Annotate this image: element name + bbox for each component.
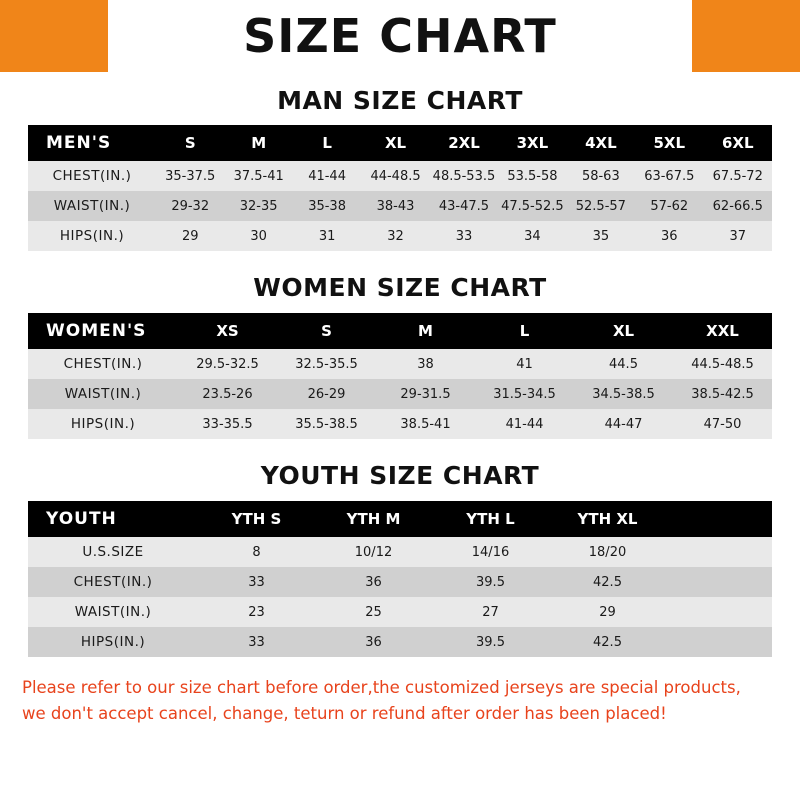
col-header: YTH XL	[549, 501, 666, 537]
cell: 33	[248, 634, 265, 650]
table-header-row	[28, 125, 772, 161]
policy-note-line-1: Please refer to our size chart before order,the customized jerseys are special products,	[22, 678, 741, 697]
cell: 37.5-41	[233, 168, 284, 184]
cell: 53.5-58	[507, 168, 558, 184]
cell: 33	[248, 574, 265, 590]
cell: 44.5-48.5	[691, 356, 754, 372]
col-header: S	[156, 125, 224, 161]
row-label: WAIST(IN.)	[74, 604, 152, 620]
banner-right-fill	[692, 0, 800, 72]
cell: 42.5	[593, 574, 622, 590]
cell: 44-48.5	[370, 168, 421, 184]
cell: 58-63	[581, 168, 620, 184]
cell: 47.5-52.5	[501, 198, 564, 214]
cell-spacer	[666, 537, 772, 567]
cell: 29	[181, 228, 199, 244]
col-header: YTH S	[198, 501, 315, 537]
cell: 35	[592, 228, 610, 244]
cell: 29-32	[171, 198, 210, 214]
table-header-row	[28, 501, 772, 537]
col-header: 3XL	[498, 125, 566, 161]
col-header-spacer	[666, 501, 772, 537]
cell: 35.5-38.5	[295, 416, 358, 432]
cell: 32.5-35.5	[295, 356, 358, 372]
col-header: M	[224, 125, 292, 161]
col-header: XL	[361, 125, 429, 161]
cell: 36	[365, 634, 382, 650]
cell: 36	[661, 228, 678, 244]
header-banner	[0, 0, 800, 72]
cell: 31	[318, 228, 336, 244]
row-label: CHEST(IN.)	[73, 574, 153, 590]
cell: 32	[387, 228, 404, 244]
youth-table-wrap	[0, 501, 800, 657]
col-header: XL	[574, 313, 673, 349]
col-header: S	[277, 313, 376, 349]
cell: 44-47	[604, 416, 643, 432]
cell: 41	[516, 356, 533, 372]
cell: 33	[455, 228, 473, 244]
col-header: L	[475, 313, 574, 349]
table-row	[28, 567, 772, 597]
row-label: U.S.SIZE	[82, 544, 144, 560]
col-header: 2XL	[430, 125, 498, 161]
col-header: 6XL	[704, 125, 773, 161]
table-row	[28, 627, 772, 657]
col-header: XXL	[673, 313, 772, 349]
table-row	[28, 537, 772, 567]
cell: 8	[252, 544, 261, 560]
col-header: 4XL	[567, 125, 635, 161]
banner-left-fill	[0, 0, 108, 72]
table-row	[28, 379, 772, 409]
table-row	[28, 349, 772, 379]
cell: 25	[365, 604, 382, 620]
cell: 29	[599, 604, 616, 620]
row-label: HIPS(IN.)	[70, 416, 136, 432]
cell: 31.5-34.5	[493, 386, 556, 402]
cell: 38.5-41	[400, 416, 451, 432]
row-label: WAIST(IN.)	[64, 386, 142, 402]
cell: 27	[482, 604, 499, 620]
col-header-rowlabel: WOMEN'S	[28, 313, 178, 349]
col-header: XS	[178, 313, 277, 349]
cell: 38	[417, 356, 434, 372]
col-header-rowlabel: YOUTH	[28, 501, 198, 537]
cell: 18/20	[588, 544, 627, 560]
cell: 10/12	[354, 544, 393, 560]
cell: 34	[524, 228, 541, 244]
women-table-wrap	[0, 313, 800, 439]
man-table-wrap	[0, 125, 800, 251]
row-label: CHEST(IN.)	[52, 168, 132, 184]
cell: 44.5	[609, 356, 638, 372]
row-label: HIPS(IN.)	[80, 634, 146, 650]
cell: 36	[365, 574, 382, 590]
cell: 14/16	[471, 544, 510, 560]
cell: 41-44	[505, 416, 544, 432]
table-row	[28, 191, 772, 221]
cell: 23	[248, 604, 265, 620]
man-section-title: MAN SIZE CHART	[277, 86, 523, 115]
cell: 63-67.5	[644, 168, 695, 184]
col-header: L	[293, 125, 361, 161]
col-header: M	[376, 313, 475, 349]
youth-size-table	[28, 501, 772, 657]
cell: 38.5-42.5	[691, 386, 754, 402]
col-header: 5XL	[635, 125, 703, 161]
col-header-rowlabel: MEN'S	[28, 125, 156, 161]
cell: 23.5-26	[202, 386, 253, 402]
table-row	[28, 409, 772, 439]
row-label: HIPS(IN.)	[59, 228, 125, 244]
cell: 29-31.5	[400, 386, 451, 402]
cell: 48.5-53.5	[432, 168, 496, 184]
cell: 47-50	[703, 416, 742, 432]
cell: 30	[250, 228, 267, 244]
cell-spacer	[666, 597, 772, 627]
youth-section-title: YOUTH SIZE CHART	[260, 461, 540, 490]
cell: 35-38	[308, 198, 346, 214]
cell: 33-35.5	[202, 416, 253, 432]
cell: 57-62	[650, 198, 689, 214]
page-title: SIZE CHART	[108, 0, 692, 72]
cell: 34.5-38.5	[592, 386, 655, 402]
cell-spacer	[666, 627, 772, 657]
cell: 62-66.5	[712, 198, 763, 214]
cell: 43-47.5	[438, 198, 490, 214]
row-label: CHEST(IN.)	[63, 356, 143, 372]
cell: 35-37.5	[165, 168, 216, 184]
women-size-table	[28, 313, 772, 439]
table-header-row	[28, 313, 772, 349]
table-row	[28, 597, 772, 627]
cell: 26-29	[307, 386, 346, 402]
cell: 38-43	[376, 198, 415, 214]
cell: 29.5-32.5	[196, 356, 259, 372]
cell: 39.5	[476, 634, 505, 650]
row-label: WAIST(IN.)	[53, 198, 131, 214]
cell-spacer	[666, 567, 772, 597]
cell: 42.5	[593, 634, 622, 650]
col-header: YTH M	[315, 501, 432, 537]
cell: 39.5	[476, 574, 505, 590]
women-section-title: WOMEN SIZE CHART	[253, 273, 547, 302]
policy-note	[0, 675, 800, 727]
cell: 41-44	[308, 168, 346, 184]
cell: 37	[729, 228, 747, 244]
col-header: YTH L	[432, 501, 549, 537]
man-size-table	[28, 125, 772, 251]
table-row	[28, 221, 772, 251]
cell: 32-35	[239, 198, 278, 214]
table-row	[28, 161, 772, 191]
policy-note-line-2: we don't accept cancel, change, teturn or refund after order has been placed!	[22, 704, 667, 723]
cell: 52.5-57	[575, 198, 626, 214]
cell: 67.5-72	[712, 168, 763, 184]
